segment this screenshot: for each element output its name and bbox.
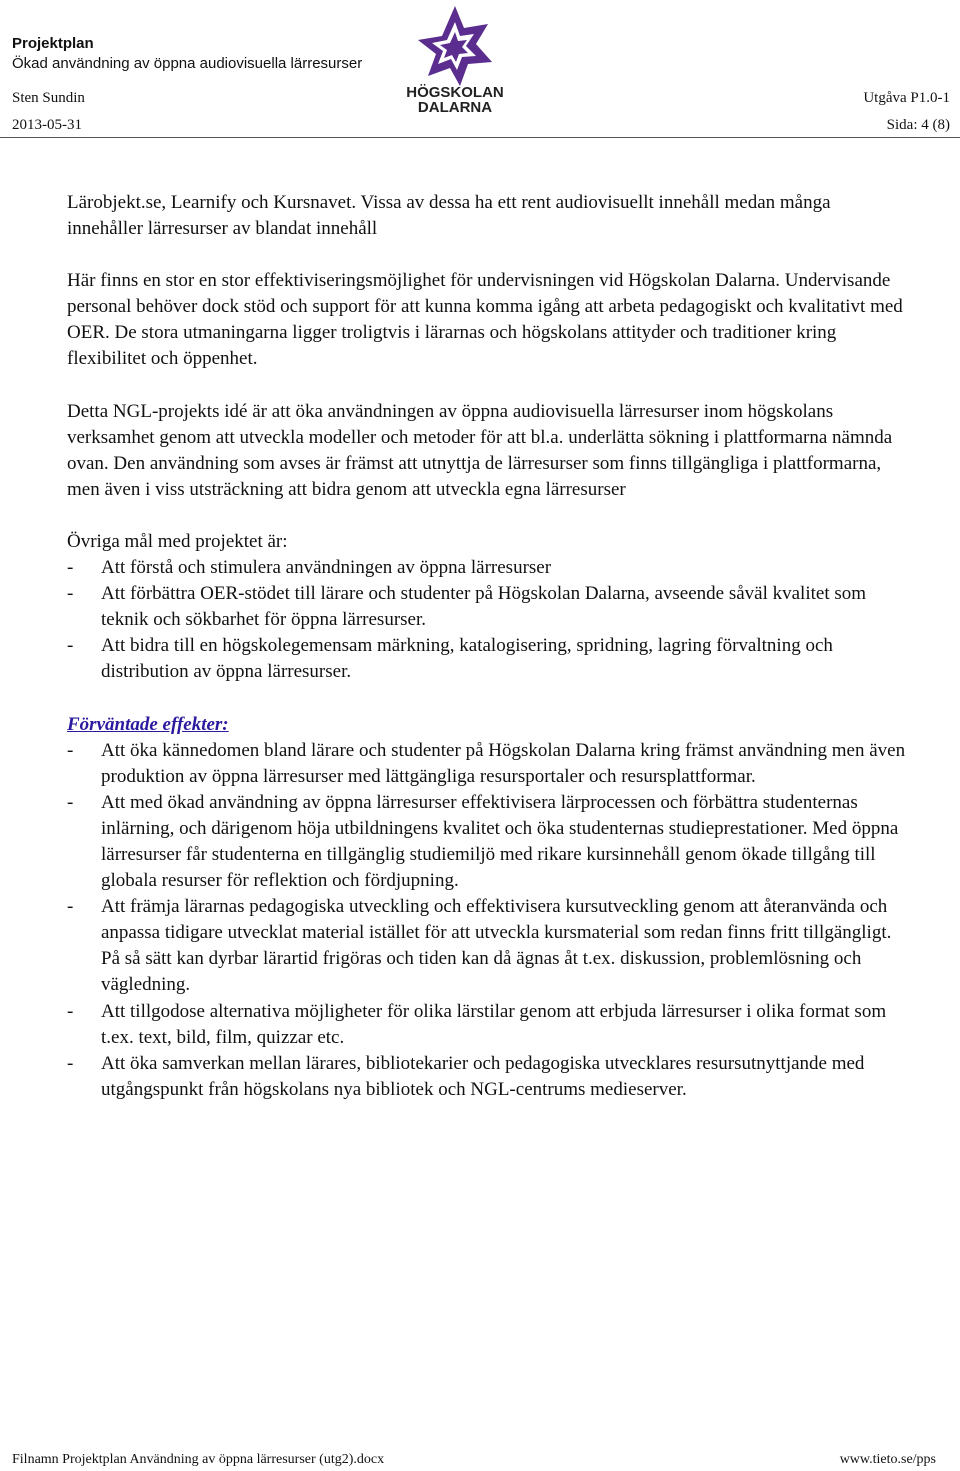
document-title: Projektplan bbox=[12, 35, 94, 52]
list-item: - Att förstå och stimulera användningen av öppna lärresurser bbox=[67, 557, 552, 579]
footer-url: www.tieto.se/pps bbox=[839, 1452, 936, 1467]
list-item: - Att bidra till en högskolegemensam märkning, katalogisering, spridning, lagring förvaltning och distribution av öppna lärresurser. bbox=[67, 635, 833, 683]
list-item: - Att tillgodose alternativa möjligheter för olika lärstilar genom att erbjuda lärresurser i olika format som t.ex. text, bild, film, quizzar etc. bbox=[67, 1000, 887, 1048]
hogskolan-dalarna-logo bbox=[400, 2, 510, 114]
author: Sten Sundin bbox=[12, 90, 85, 106]
list-item: - Att öka kännedomen bland lärare och studenter på Högskolan Dalarna kring främst användning men även produktion av öppna lärresurser med lättgängliga resursportaler och resursplattformar. bbox=[67, 739, 906, 787]
goals-list bbox=[67, 555, 907, 685]
logo-text-line2: DALARNA bbox=[417, 99, 493, 114]
star-logo-icon bbox=[400, 2, 510, 114]
date: 2013-05-31 bbox=[12, 117, 82, 133]
header-divider bbox=[0, 137, 960, 138]
document-body bbox=[67, 190, 907, 1103]
page-footer bbox=[12, 1452, 936, 1468]
effects-list bbox=[67, 738, 907, 1103]
list-item: - Att öka samverkan mellan lärares, bibliotekarier och pedagogiska utvecklares resursutnyttjande med utgångspunkt från högskolans nya bibliotek och NGL-centrums medieserver. bbox=[67, 1052, 865, 1100]
list-item: - Att främja lärarnas pedagogiska utveckling och effektivisera kursutveckling genom att återanvända och anpassa tidigare utvecklat material istället för att utveckla kursmaterial som redan finns fritt tillgängligt. På så sätt kan dyrbar lärartid frigöras och tiden kan då ägnas åt t.ex. diskussion, problemlösning och vägledning. bbox=[67, 896, 892, 996]
list-item: - Att förbättra OER-stödet till lärare och studenter på Högskolan Dalarna, avseende såväl kvalitet som teknik och sökbarhet för öppna lärresurser. bbox=[67, 583, 867, 631]
effects-heading: Förväntade effekter: bbox=[67, 713, 229, 735]
footer-filename: Filnamn Projektplan Användning av öppna lärresurser (utg2).docx bbox=[12, 1452, 385, 1467]
header-left bbox=[12, 34, 362, 74]
paragraph-platforms: Lärobjekt.se, Learnify och Kursnavet. Vissa av dessa ha ett rent audiovisuellt innehåll medan många innehåller lärresurser av blandat innehåll bbox=[67, 192, 831, 240]
version: Utgåva P1.0-1 bbox=[863, 90, 950, 106]
document-subtitle: Ökad användning av öppna audiovisuella lärresurser bbox=[12, 55, 363, 72]
goals-heading: Övriga mål med projektet är: bbox=[67, 530, 288, 552]
paragraph-efficiency: Här finns en stor en stor effektiviseringsmöjlighet för undervisningen vid Högskolan Dalarna. Undervisande personal behöver dock stöd och support för att kunna komma igång att arbeta pedagogiskt och kvalitativt med OER. De stora utmaningarna ligger troligtvis i lärarnas och högskolans attityder och traditioner kring flexibilitet och öppenhet. bbox=[67, 270, 903, 370]
logo-text-line1: HÖGSKOLAN bbox=[406, 84, 504, 101]
list-item: - Att med ökad användning av öppna lärresurser effektivisera lärprocessen och förbättra studenternas inlärning, och därigenom höja utbildningens kvalitet och öka studenternas studieprestationer. Med öppna lärresurser får studenterna en tillgänglig studiemiljö med rikare kursinnehåll genom ökade tillgång till globala resurser för reflektion och fördjupning. bbox=[67, 791, 899, 892]
page-number: Sida: 4 (8) bbox=[886, 117, 950, 133]
paragraph-project-idea: Detta NGL-projekts idé är att öka användningen av öppna audiovisuella lärresurser inom högskolans verksamhet genom att utveckla modeller och metoder för att bl.a. underlätta sökning i plattformarna nämnda ovan. Den användning som avses är främst att utnyttja de lärresurser som finns tillgängliga i plattformarna, men även i viss utsträckning att bidra genom att utveckla egna lärresurser bbox=[67, 400, 893, 500]
